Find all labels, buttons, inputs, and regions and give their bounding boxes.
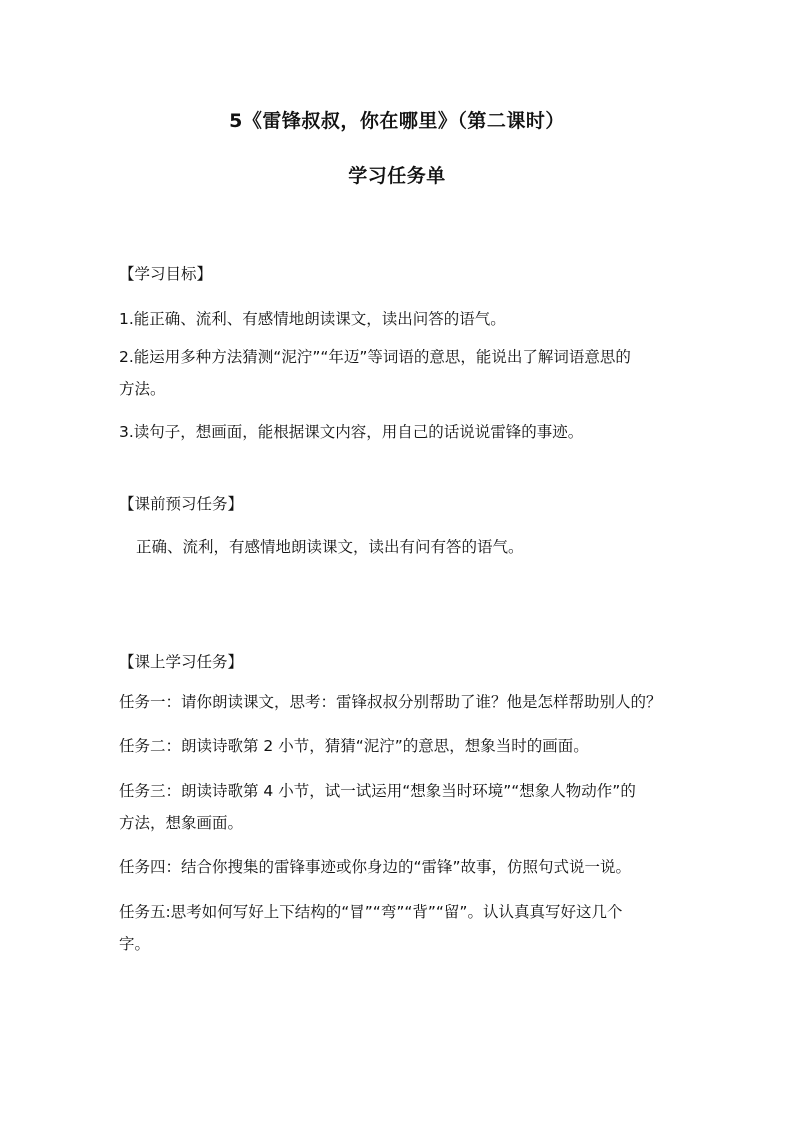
task-item: 任务四：结合你搜集的雷锋事迹或你身边的“雷锋”故事，仿照句式说一说。 [119,858,632,876]
task-item: 任务五:思考如何写好上下结构的“冒”“弯”“背”“留”。认认真真写好这几个 [119,903,623,921]
task-item: 任务一：请你朗读课文，思考：雷锋叔叔分别帮助了谁？他是怎样帮助别人的？ [119,693,662,711]
task-item-continuation: 字。 [119,935,151,953]
document-subtitle: 学习任务单 [348,165,446,187]
objective-item: 1.能正确、流利、有感情地朗读课文，读出问答的语气。 [119,310,506,328]
objective-item-continuation: 方法。 [119,380,166,398]
document-title: 5《雷锋叔叔，你在哪里》（第二课时） [229,110,565,132]
preview-heading: 【课前预习任务】 [119,495,244,513]
preview-text: 正确、流利，有感情地朗读课文，读出有问有答的语气。 [136,538,524,556]
objective-item: 2.能运用多种方法猜测“泥泞”“年迈”等词语的意思，能说出了解词语意思的 [119,348,631,366]
class-tasks-heading: 【课上学习任务】 [119,653,244,671]
objectives-heading: 【学习目标】 [119,265,213,283]
task-item: 任务三：朗读诗歌第 4 小节，试一试运用“想象当时环境”“想象人物动作”的 [119,782,636,800]
task-item-continuation: 方法，想象画面。 [119,814,244,832]
task-item: 任务二：朗读诗歌第 2 小节，猜猜“泥泞”的意思，想象当时的画面。 [119,737,589,755]
objective-item: 3.读句子，想画面，能根据课文内容，用自己的话说说雷锋的事迹。 [119,423,584,441]
